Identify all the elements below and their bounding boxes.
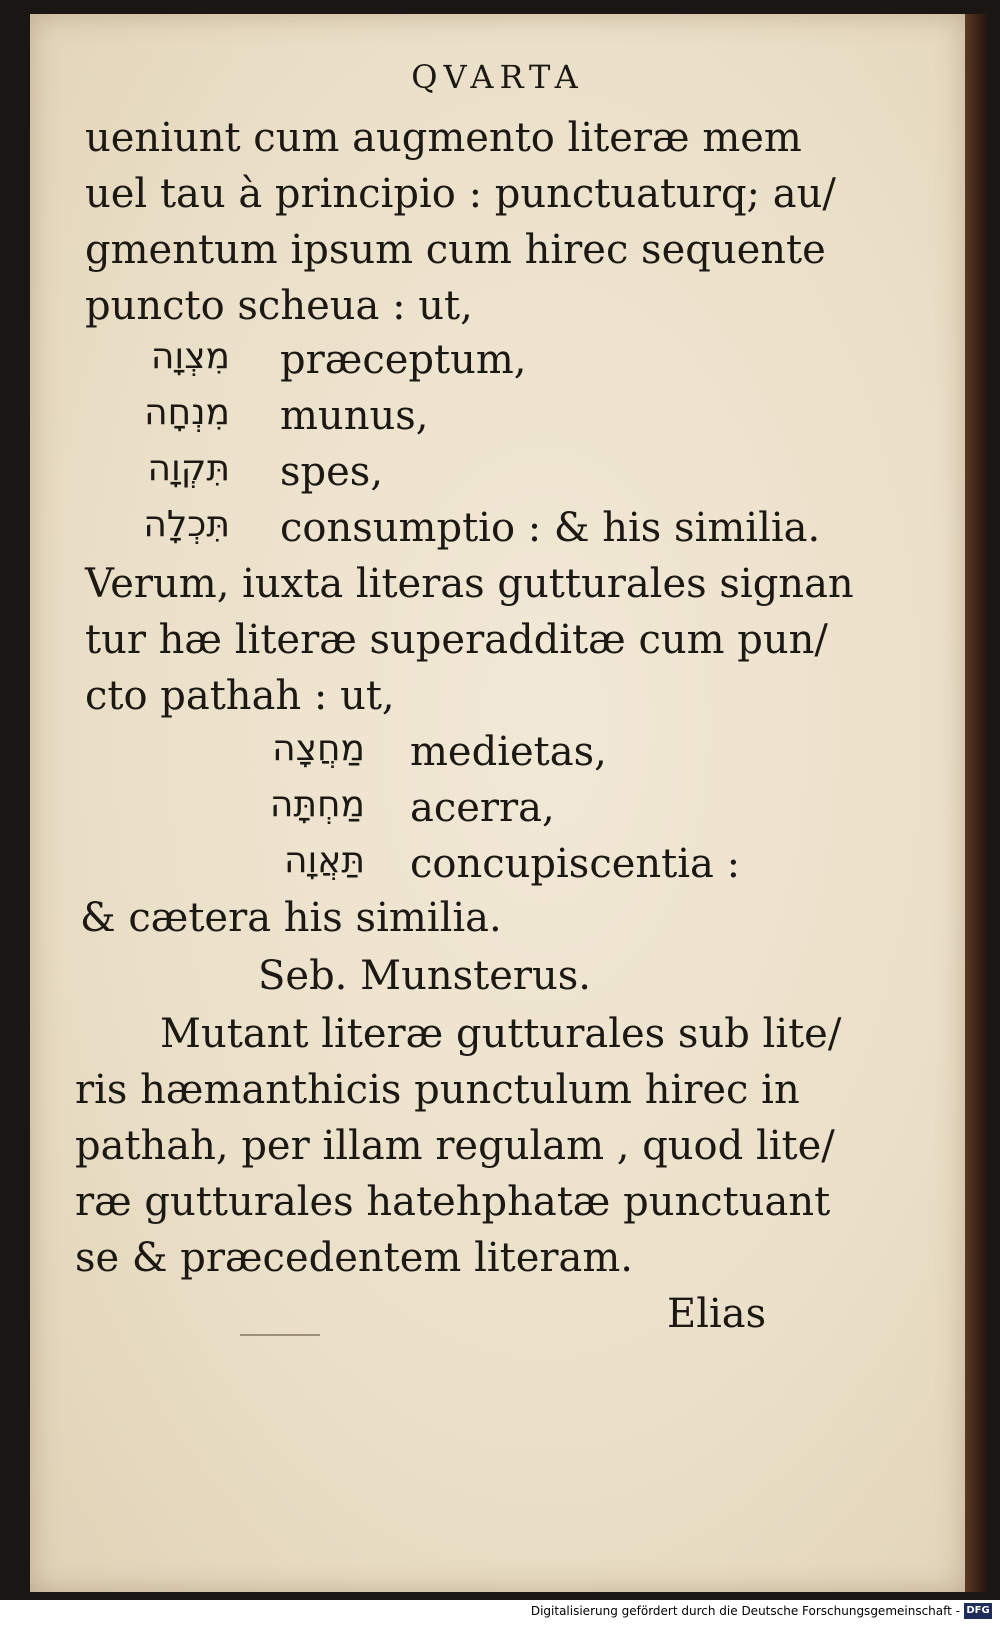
text-line: ueniunt cum augmento literæ mem <box>85 115 802 161</box>
text-line: puncto scheua : ut, <box>85 283 473 329</box>
hebrew-word: תַּאֲוָה <box>283 840 365 881</box>
footer-credit: Digitalisierung gefördert durch die Deutsche Forschungsgemeinschaft - <box>530 1604 960 1618</box>
dfg-logo: DFG <box>964 1603 992 1619</box>
text-line: ris hæmanthicis punctulum hirec in <box>75 1067 800 1113</box>
text-line: Verum, iuxta literas gutturales signan <box>85 561 854 607</box>
hebrew-word: מִנְחָה <box>144 392 230 433</box>
latin-gloss: præceptum, <box>280 337 527 383</box>
text-line: tur hæ literæ superadditæ cum pun/ <box>85 617 828 663</box>
book-page <box>30 14 965 1592</box>
hebrew-word: מַחְתָּה <box>269 784 365 825</box>
text-line: pathah, per illam regulam , quod lite/ <box>75 1123 835 1169</box>
ink-smudge <box>240 1334 320 1336</box>
text-line: ræ gutturales hatehphatæ punctuant <box>75 1179 831 1225</box>
book-spine-edge <box>965 14 987 1592</box>
author-heading: Seb. Munsterus. <box>258 953 591 999</box>
hebrew-word: מִצְוָה <box>150 336 230 377</box>
text-line: cto pathah : ut, <box>85 673 395 719</box>
text-line: Mutant literæ gutturales sub lite/ <box>160 1011 842 1057</box>
latin-gloss: consumptio : & his similia. <box>280 505 821 551</box>
catchword: Elias <box>667 1291 767 1337</box>
text-line: se & præcedentem literam. <box>75 1235 634 1281</box>
text-line: gmentum ipsum cum hirec sequente <box>85 227 826 273</box>
text-line: uel tau à principio : punctuaturq; au/ <box>85 171 836 217</box>
hebrew-word: תִּקְוָה <box>147 448 230 489</box>
latin-gloss: spes, <box>280 449 384 495</box>
latin-gloss: medietas, <box>410 729 607 775</box>
hebrew-word: תִּכְלָה <box>143 504 230 545</box>
running-head: QVARTA <box>411 58 584 96</box>
latin-gloss: acerra, <box>410 785 555 831</box>
latin-gloss: concupiscentia : <box>410 841 741 887</box>
latin-gloss: munus, <box>280 393 429 439</box>
hebrew-word: מַחֲצָה <box>272 728 365 769</box>
text-line: & cætera his similia. <box>80 895 502 941</box>
